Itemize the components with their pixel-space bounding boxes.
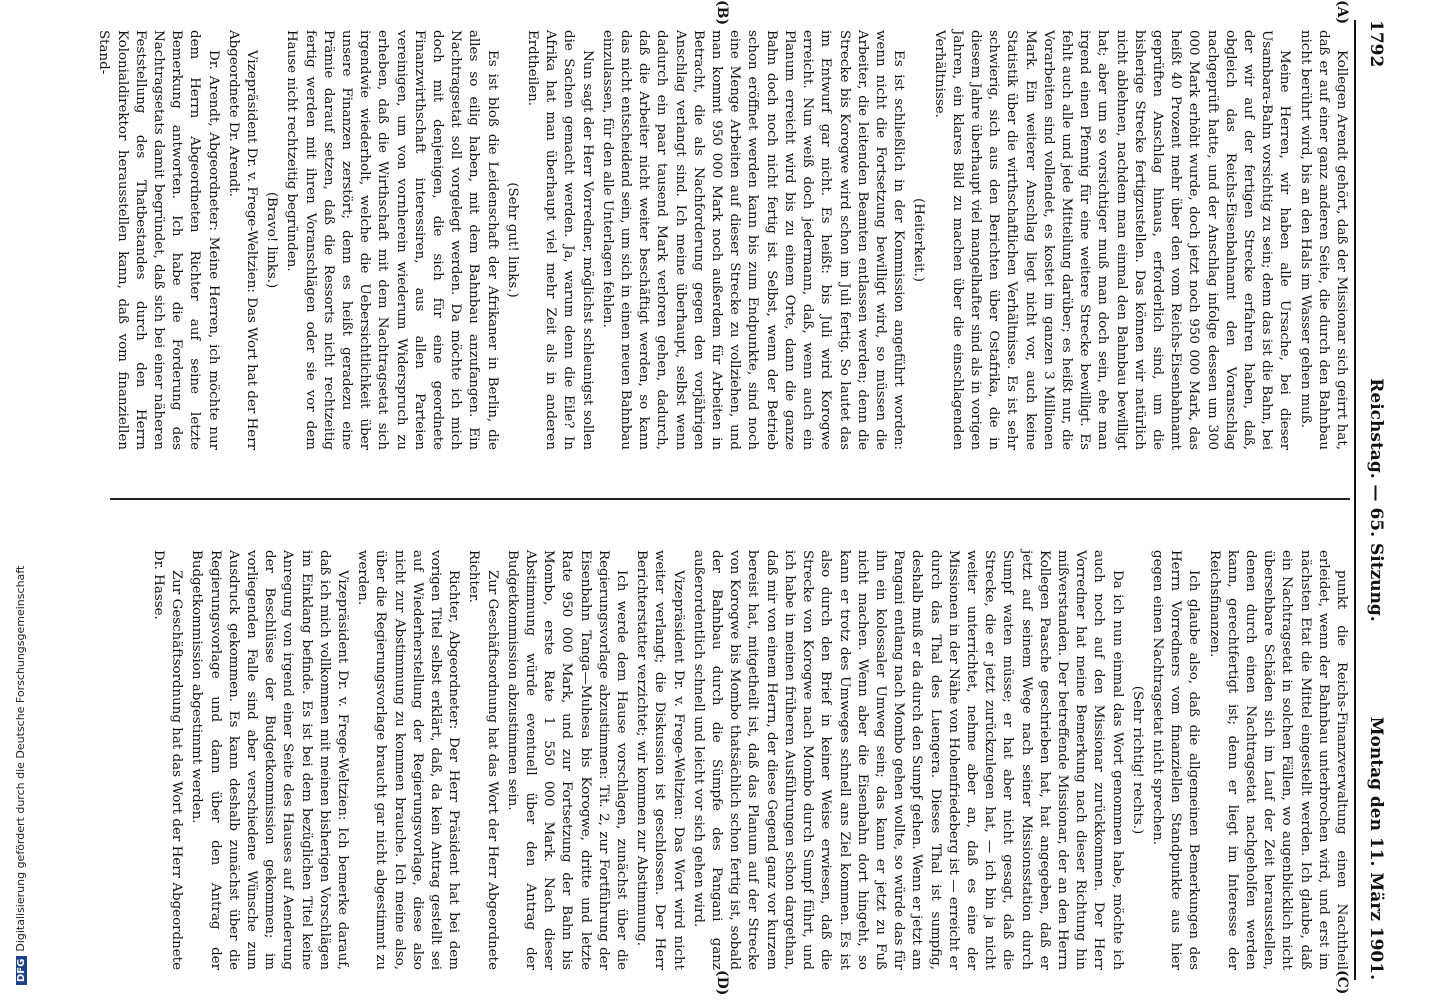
footer-text: Digitalisierung gefördert durch die Deutsche Forschungsgemeinschaft [14, 565, 27, 952]
interjection: (Sehr gut! links.) [504, 182, 520, 298]
left-column [92, 30, 1350, 450]
paragraph: Vizepräsident Dr. v. Frege-Weltzien: Ich bemerke darauf, daß ich mich vollkommen mit meinen bisherigen Vorschlägen im Einklang befinde. Es ist bei dem bezüglichen Titel keine Anregung von irgend einer Seite des Hauses auf Aenderung der Beschlüsse der Budgetkommission gekommen; im vorliegenden Falle sind aber verschiedene Wünsche zum Ausdruck gekommen. Es kann deshalb zunächst über die Regierungsvorlage und dann über den Antrag der Budgetkommission abgestimmt werden. [189, 550, 351, 970]
margin-mark-c: (C) [1334, 970, 1350, 995]
session-date: Montag den 11. März 1901. [1366, 716, 1386, 980]
interjection: (Bravo! links.) [264, 191, 280, 289]
page-number: 1792 [1366, 20, 1386, 68]
right-column [147, 550, 1350, 970]
paragraph: Ich glaube also, daß die allgemeinen Bemerkungen des Herrn Vorredners vom finanziellen Standpunkte aus hier gegen einen Nachtragsetat nicht sprechen. [1149, 550, 1202, 970]
margin-mark-b: (B) [714, 0, 730, 26]
paragraph: Ich werde dem Hause vorschlagen, zunächst über die Regierungsvorlage abzustimmen: Tit. 2, zur Fortführung der Eisenbahn Tanga—Muhesa bis Korogwe, dritte und letzte Rate 950 000 Mark, und zur Fortsetzung der Bahn bis Mombo, erste Rate 1 550 000 Mark. Nach dieser Abstimmung würde eventuell über den Antrag der Budgetkommission abzustimmen sein. [504, 550, 630, 970]
paragraph: Kollegen Arendt gehört, daß der Missionar sich geirrt hat, daß er auf einer ganz anderen Seite, die durch den Bahnbau nicht berührt wird, bis an den Hals im Wasser gehen muß. [1297, 30, 1349, 450]
dfg-logo: DFG [16, 956, 27, 985]
paragraph: Vizepräsident Dr. v. Frege-Weltzien: Das Wort wird nicht weiter verlangt; die Diskussion ist geschlossen. Der Herr Berichterstatter verzichtet; wir kommen zur Abstimmung. [634, 550, 686, 970]
paragraph: Richter, Abgeordneter: Der Herr Präsident hat bei dem vorigen Titel selbst erklärt, daß, da kein Antrag gestellt sei auf Wiederherstellung der Regierungsvorlage, diese also nicht zur Abstimmung zu kommen brauche. Ich meine also, über die Regierungsvorlage braucht gar nicht abgestimmt zu werden. [355, 550, 462, 970]
paragraph: Meine Herren, wir haben alle Ursache, bei dieser Usambara-Bahn vorsichtig zu sein; denn das ist die Bahn, bei der wir auf der fertigen Strecke erfahren haben, daß, obgleich das Reichs-Eisenbahnamt den Voranschlag nachgeprüft hatte, und der Anschlag infolge dessen um 300 000 Mark erhöht wurde, doch jetzt noch 950 000 Mark, das heißt 40 Prozent mehr über den vom Reichs-Eisenbahnamt geprüften Anschlag hinaus, erforderlich sind, um die bisherige Strecke fertigzustellen. Das können wir natürlich nicht ablehnen, nachdem man einmal den Bahnbau bewilligt hat; aber um so vorsichtiger muß man doch sein, ehe man irgend einen Pfennig für eine weitere Strecke bewilligt. Es fehlt auch alle und jede Mitteilung darüber; es heißt nur, die Vorarbeiten sind vollendet, es kostet im ganzen 3 Millionen Mark. Ein weiterer Anschlag liegt nicht vor, auch keine Statistik über die wirthschaftlichen Verhältnisse. Es ist sehr schwierig, sich aus den Berichten über Ostafrika, die in diesem Jahre überhaupt viel mangelhafter sind als in vorigen Jahren, ein klares Bild zu machen über die einschlagenden Verhältnisse. [931, 30, 1293, 450]
margin-mark-d: (D) [714, 970, 730, 996]
paragraph: Nun sagt der Herr Vorredner, möglichst schleunigst sollen die Sachen gemacht werden. Ja, warum denn die Eile? In Afrika hat man überhaupt viel mehr Zeit als in anderen Erdtheilen. [525, 30, 595, 450]
paragraph: punkt die Reichs-Finanzverwaltung einen Nachtheil erleidet, wenn der Bahnbau unterbrochen wird, und erst im nächsten Etat die Mittel eingestellt werden. Ich glaube, daß ein Nachtragsetat in solchen Fällen, wo augenblicklich nicht übersehbare Schäden sich im Lauf der Zeit herausstellen, denen durch einen Nachtragsetat nachgeholfen werden kann, gerechtfertigt ist; denn er liegt im Interesse der Reichsfinanzen. [1206, 550, 1349, 970]
digitization-footer [0, 0, 27, 1000]
margin-mark-a: (A) [1334, 0, 1350, 25]
column-divider [110, 498, 1350, 500]
page-title: Reichstag. — 65. Sitzung. [1366, 378, 1386, 622]
header-rule [1354, 20, 1356, 980]
paragraph: Dr. Arendt, Abgeordneter: Meine Herren, ich möchte nur dem Herrn Abgeordneten Richter auf seine letzte Bemerkung antworten. Ich habe die Forderung des Nachtragsetats damit begründet, daß sich bei einer näheren Feststellung des Thatbestandes durch den Herrn Kolonialdirektor herausstellen kann, daß vom finanziellen Stand- [96, 30, 221, 450]
paragraph: Da ich nun einmal das Wort genommen habe, möchte ich auch noch auf den Missionar zurückkommen. Der Herr Vorredner hat meine Bemerkung nach dieser Richtung hin mißverstanden. Der betreffende Missionar, der an den Herrn Kollegen Paasche geschrieben hat, hat angegeben, daß er jetzt auf seinem Wege nach seiner Missionsstation durch Sumpf waten müsse; er hat aber nicht gesagt, daß die Strecke, die er jetzt zurückzulegen hat, — ich bin ja nicht weiter unterrichtet, nehme aber an, daß es eine der Missionen in der Nähe von Hohenfriedeberg ist — erreicht er durch das Thal des Luengera. Dieses Thal ist sumpfig, deshalb muß er da durch den Sumpf gehen. Wenn er jetzt am Pangani entlang nach Mombo gehen wollte, so würde das für ihn ein kolossaler Umweg sein; das kann er jetzt zu Fuß nicht machen. Wenn aber die Eisenbahn dort hingeht, so kann er trotz des Umweges schnell ans Ziel kommen. Es ist also durch den Brief in keiner Weise erwiesen, daß die Strecke von Korogwe nach Mombo durch Sumpf führt, und ich habe in meinen früheren Ausführungen schon dargethan, daß mir von einem Herrn, der diese Gegend ganz vor kurzem bereist hat, mitgetheilt ist, daß das Planum auf der Strecke von Korogwe bis Mombo thatsächlich schon fertig ist, sobald der Bahnbau durch die Sümpfe des Pangani ganz außerordentlich schnell und leicht vor sich gehen wird. [690, 550, 1125, 970]
page-content [60, 0, 1390, 1000]
interjection: (Heiterkeit.) [911, 198, 927, 282]
interjection: (Sehr richtig! rechts.) [1129, 685, 1145, 835]
paragraph: Es ist schließlich in der Kommission angeführt worden: wenn nicht die Fortsetzung bewilligt wird, so müssen die Arbeiter, die leitenden Beamten entlassen werden; denn die Strecke bis Korogwe wird schon im Juli fertig. So lautet das im Entwurf gar nicht. Es heißt: bis Juli wird Korogwe erreicht. Nun weiß doch jedermann, daß, wenn auch ein Planum erreicht wird bis zu einem Orte, dann die ganze Bahn doch noch nicht fertig ist. Selbst, wenn der Betrieb schon eröffnet werden kann bis zum Endpunkte, sind noch eine Menge Arbeiten auf dieser Strecke zu vollziehen, und man kommt 950 000 Mark noch außerdem für Arbeiten in Betracht, die als Nachforderung gegen den vorjährigen Anschlag verlangt sind. Ich meine überhaupt, selbst wenn dadurch ein paar tausend Mark verloren gehen, dadurch, daß die Arbeiter nicht weiter beschäftigt werden, so kann das nicht entscheidend sein, um sich in einen neuen Bahnbau einzulassen, für den alle Unterlagen fehlen. [599, 30, 907, 450]
paragraph: Es ist bloß die Leidenschaft der Afrikaner in Berlin, die alles so eilig haben, mit dem Bahnbau anzufangen. Ein Nachtragsetat soll vorgelegt werden. Da möchte ich mich doch mit denjenigen, die sich für eine geordnete Finanzwirthschaft interessiren, aus allen Parteien vereinigen, um von vornherein wiederum Widerspruch zu erheben, daß die Wirthschaft mit dem Nachtragsetat sich irgendwie wiederholt, welche die Uebersichtlichkeit über unsere Finanzen zerstört; denn es heißt geradezu eine Prämie darauf setzen, daß die Ressorts nicht rechtzeitig fertig werden mit ihren Voranschlägen oder sie vor dem Hause nicht rechtzeitig begründen. [284, 30, 500, 450]
page-header [1360, 0, 1390, 1000]
paragraph: Zur Geschäftsordnung hat das Wort der Herr Abgeordnete Dr. Hasse. [151, 550, 185, 970]
paragraph: Zur Geschäftsordnung hat das Wort der Herr Abgeordnete Richter. [466, 550, 500, 970]
paragraph: Vizepräsident Dr. v. Frege-Weltzien: Das Wort hat der Herr Abgeordnete Dr. Arendt. [225, 30, 260, 450]
